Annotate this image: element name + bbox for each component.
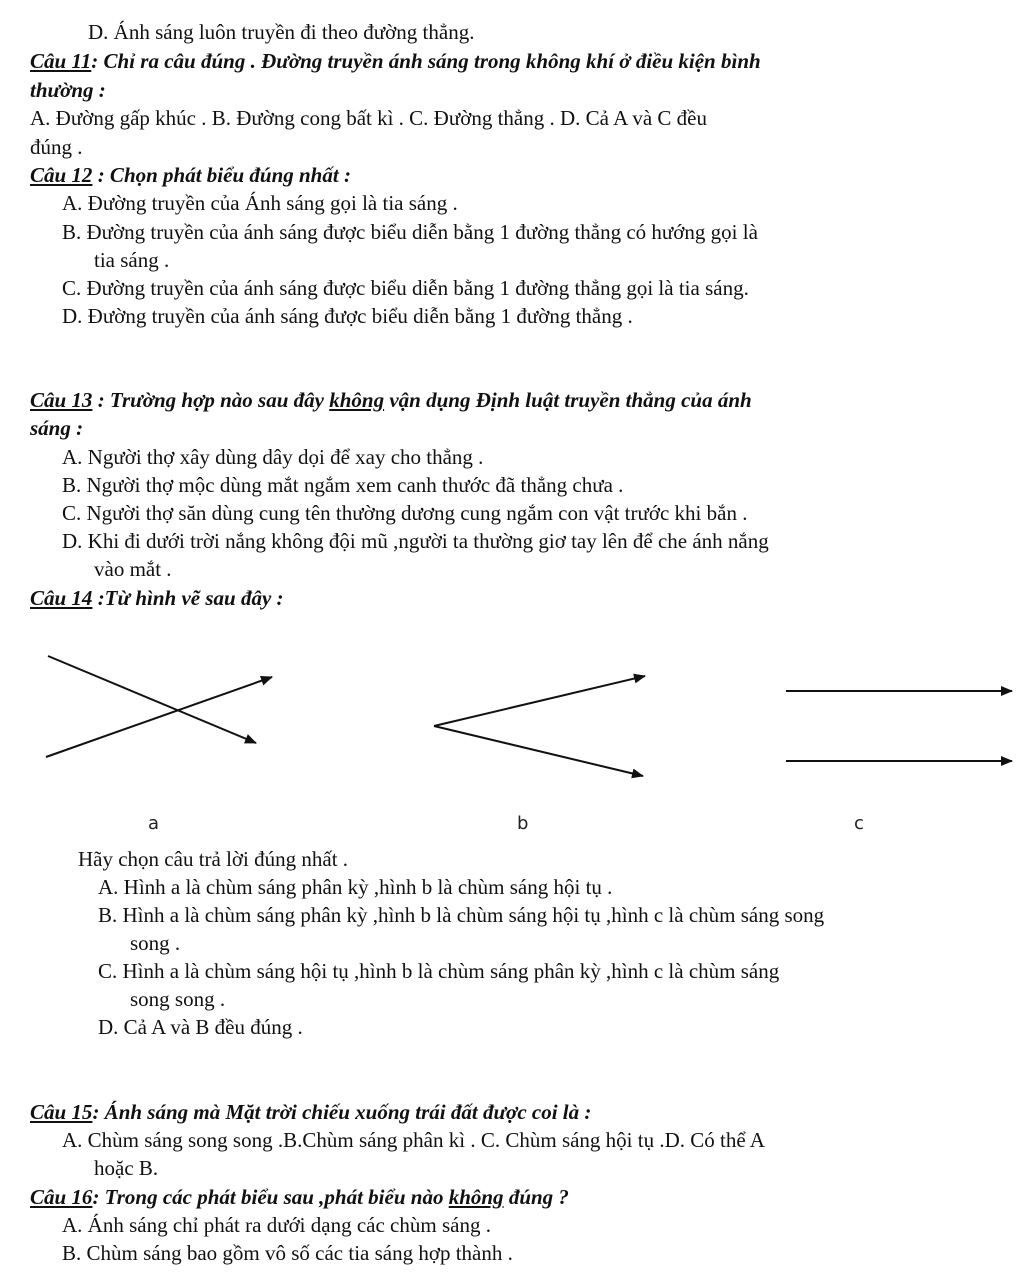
q13-option-b: B. Người thợ mộc dùng mắt ngắm xem canh thước đã thẳng chưa . [62, 473, 624, 497]
q14-question [30, 584, 284, 613]
q13-text-pre: : Trường hợp nào sau đây [92, 388, 330, 412]
ray-b-2 [434, 726, 643, 776]
q14-option-c: C. Hình a là chùm sáng hội tụ ,hình b là chùm sáng phân kỳ ,hình c là chùm sáng [98, 959, 780, 983]
q10-option-d: D. Ánh sáng luôn truyền đi theo đường thẳng. [88, 20, 475, 44]
figure-a-label: a [148, 813, 160, 834]
light-beam-figure [0, 640, 1024, 840]
q15-options: A. Chùm sáng song song .B.Chùm sáng phân kì . C. Chùm sáng hội tụ .D. Có thể A [62, 1128, 765, 1152]
q16-option-b: B. Chùm sáng bao gồm vô số các tia sáng hợp thành . [62, 1241, 513, 1265]
figure-b-rays [434, 676, 645, 776]
figure-a-rays [46, 656, 272, 757]
q13-question-cont: sáng : [30, 416, 84, 440]
q14-text: :Từ hình vẽ sau đây : [92, 586, 284, 610]
q13-option-d-cont: vào mắt . [94, 557, 172, 581]
q16-label: Câu 16 [30, 1185, 93, 1209]
q11-text: : Chỉ ra câu đúng . Đường truyền ánh sáng trong không khí ở điều kiện bình [91, 49, 761, 73]
q16-text-negation: không [448, 1185, 504, 1209]
q12-option-b-cont: tia sáng . [94, 248, 170, 272]
q15-text: : Ánh sáng mà Mặt trời chiếu xuống trái đất được coi là : [92, 1100, 592, 1124]
q15-options-cont: hoặc B. [94, 1156, 159, 1180]
q12-question [30, 161, 351, 190]
q13-text-negation: không [329, 388, 385, 412]
q11-options-cont: đúng . [30, 135, 83, 159]
q11-question [30, 47, 761, 76]
q12-label: Câu 12 [30, 163, 93, 187]
q14-option-a: A. Hình a là chùm sáng phân kỳ ,hình b là chùm sáng hội tụ . [98, 875, 613, 899]
q11-options: A. Đường gấp khúc . B. Đường cong bất kì . C. Đường thẳng . D. Cả A và C đều [30, 106, 707, 130]
q16-text-post: đúng ? [503, 1185, 569, 1209]
q13-option-d: D. Khi đi dưới trời nắng không đội mũ ,người ta thường giơ tay lên để che ánh nắng [62, 529, 769, 553]
ray-a-1 [48, 656, 256, 743]
q13-option-a: A. Người thợ xây dùng dây dọi để xay cho thẳng . [62, 445, 484, 469]
q11-label: Câu 11 [30, 49, 92, 73]
q14-option-d: D. Cả A và B đều đúng . [98, 1015, 303, 1039]
q16-text-pre: : Trong các phát biểu sau ,phát biểu nào [92, 1185, 449, 1209]
ray-b-1 [434, 676, 645, 726]
q13-option-c: C. Người thợ săn dùng cung tên thường dương cung ngắm con vật trước khi bắn . [62, 501, 748, 525]
q12-option-c: C. Đường truyền của ánh sáng được biểu diễn bằng 1 đường thẳng gọi là tia sáng. [62, 276, 749, 300]
q13-label: Câu 13 [30, 388, 93, 412]
figure-b-label: b [517, 813, 529, 834]
ray-a-2 [46, 677, 272, 757]
q12-text: : Chọn phát biểu đúng nhất : [92, 163, 351, 187]
q16-option-a: A. Ánh sáng chỉ phát ra dưới dạng các chùm sáng . [62, 1213, 491, 1237]
q12-option-d: D. Đường truyền của ánh sáng được biểu diễn bằng 1 đường thẳng . [62, 304, 633, 328]
q15-label: Câu 15 [30, 1100, 93, 1124]
q16-question [30, 1183, 569, 1212]
q14-label: Câu 14 [30, 586, 93, 610]
q13-text-post: vận dụng Định luật truyền thẳng của ánh [384, 388, 752, 412]
figure-c-label: c [854, 813, 864, 834]
q14-prompt: Hãy chọn câu trả lời đúng nhất . [78, 847, 349, 871]
q15-question [30, 1098, 591, 1127]
q11-question-cont: thường : [30, 78, 106, 102]
q12-option-b: B. Đường truyền của ánh sáng được biểu diễn bằng 1 đường thẳng có hướng gọi là [62, 220, 758, 244]
q12-option-a: A. Đường truyền của Ánh sáng gọi là tia sáng . [62, 191, 458, 215]
figure-c-rays [786, 691, 1012, 761]
q14-option-b-cont: song . [130, 931, 181, 955]
q14-option-c-cont: song song . [130, 987, 226, 1011]
q13-question [30, 386, 752, 415]
q14-option-b: B. Hình a là chùm sáng phân kỳ ,hình b là chùm sáng hội tụ ,hình c là chùm sáng song [98, 903, 825, 927]
